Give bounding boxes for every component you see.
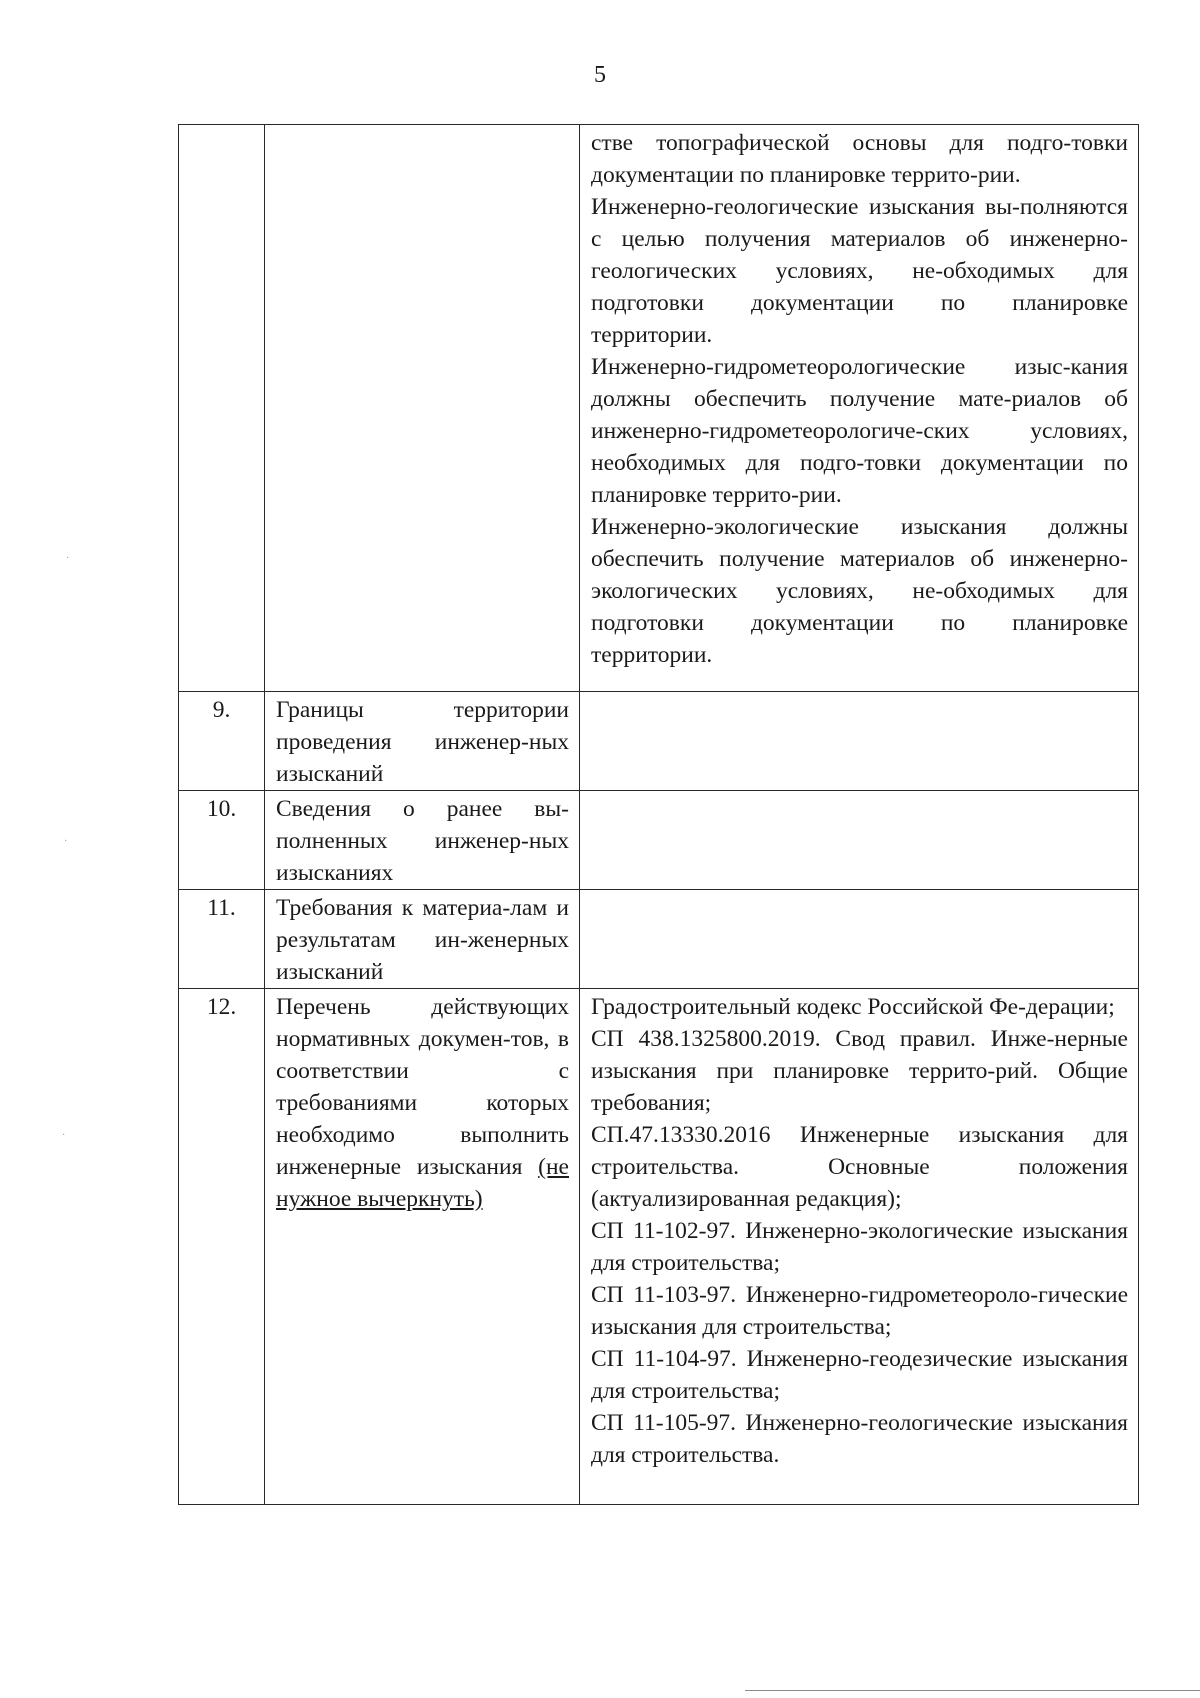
page-number: 5 <box>594 62 606 88</box>
value-paragraph: Инженерно-геологические изыскания вы-полняются с целью получения материалов об инженерно-геологических условиях, не-обходимых для подготовки документации по планировке территории. <box>591 194 1128 348</box>
row-value-cell <box>580 692 1139 791</box>
row-value-cell <box>580 890 1139 989</box>
scan-speck: · <box>62 1130 66 1141</box>
row-value-cell <box>580 125 1139 692</box>
row-name-cell: Границы территории проведения инженер-ных изысканий <box>265 692 580 791</box>
row-name-cell: Сведения о ранее вы-полненных инженер-ных изысканиях <box>265 791 580 890</box>
value-paragraph: СП 438.1325800.2019. Свод правил. Инже-нерные изыскания при планировке террито-рий. Общие требования; <box>591 1026 1128 1116</box>
table-row <box>179 692 1139 791</box>
row-number-cell: 12. <box>179 989 265 1505</box>
value-paragraph: Инженерно-экологические изыскания должны обеспечить получение материалов об инженерно- экологических условиях, не-обходимых для подготовки документации по планировке территории. <box>591 514 1128 668</box>
value-paragraph: стве топографической основы для подго-товки документации по планировке террито-рии. <box>591 130 1128 188</box>
value-paragraph: СП 11-102-97. Инженерно-экологические изыскания для строительства; <box>591 1218 1128 1276</box>
value-paragraph: СП.47.13330.2016 Инженерные изыскания для строительства. Основные положения (актуализированная редакция); <box>591 1122 1128 1212</box>
scan-edge-line <box>745 1690 1200 1691</box>
row-number-cell: 11. <box>179 890 265 989</box>
value-paragraph: СП 11-103-97. Инженерно-гидрометеороло-гические изыскания для строительства; <box>591 1282 1128 1340</box>
value-paragraph: СП 11-104-97. Инженерно-геодезические изыскания для строительства; <box>591 1346 1128 1404</box>
row-name-text: Перечень действующих нормативных докумен-тов, в соответствии с требованиями которых необходимо выполнить инженерные изыскания <box>276 994 569 1180</box>
scan-speck: · <box>64 836 68 847</box>
scan-speck: · <box>66 553 70 564</box>
value-paragraph: Градостроительный кодекс Российской Фе-дерации; <box>591 994 1115 1020</box>
row-name-note: (не нужное вычеркнуть) <box>276 1154 569 1212</box>
row-number-cell <box>179 125 265 692</box>
row-value-cell <box>580 989 1139 1505</box>
value-paragraph: Инженерно-гидрометеорологические изыс-кания должны обеспечить получение мате-риалов об инженерно-гидрометеорологиче-ских условиях, необходимых для подго-товки документации по планировке террито-рии. <box>591 354 1128 508</box>
value-paragraph: СП 11-105-97. Инженерно-геологические изыскания для строительства. <box>591 1410 1128 1468</box>
row-name-cell: Требования к материа-лам и результатам ин-женерных изысканий <box>265 890 580 989</box>
table-row <box>179 890 1139 989</box>
table-row <box>179 125 1139 692</box>
row-name-cell <box>265 989 580 1505</box>
requirements-table <box>178 124 1139 1505</box>
table-row <box>179 989 1139 1505</box>
row-value-cell <box>580 791 1139 890</box>
row-number-cell: 10. <box>179 791 265 890</box>
row-name-cell <box>265 125 580 692</box>
row-number-cell: 9. <box>179 692 265 791</box>
table-row <box>179 791 1139 890</box>
